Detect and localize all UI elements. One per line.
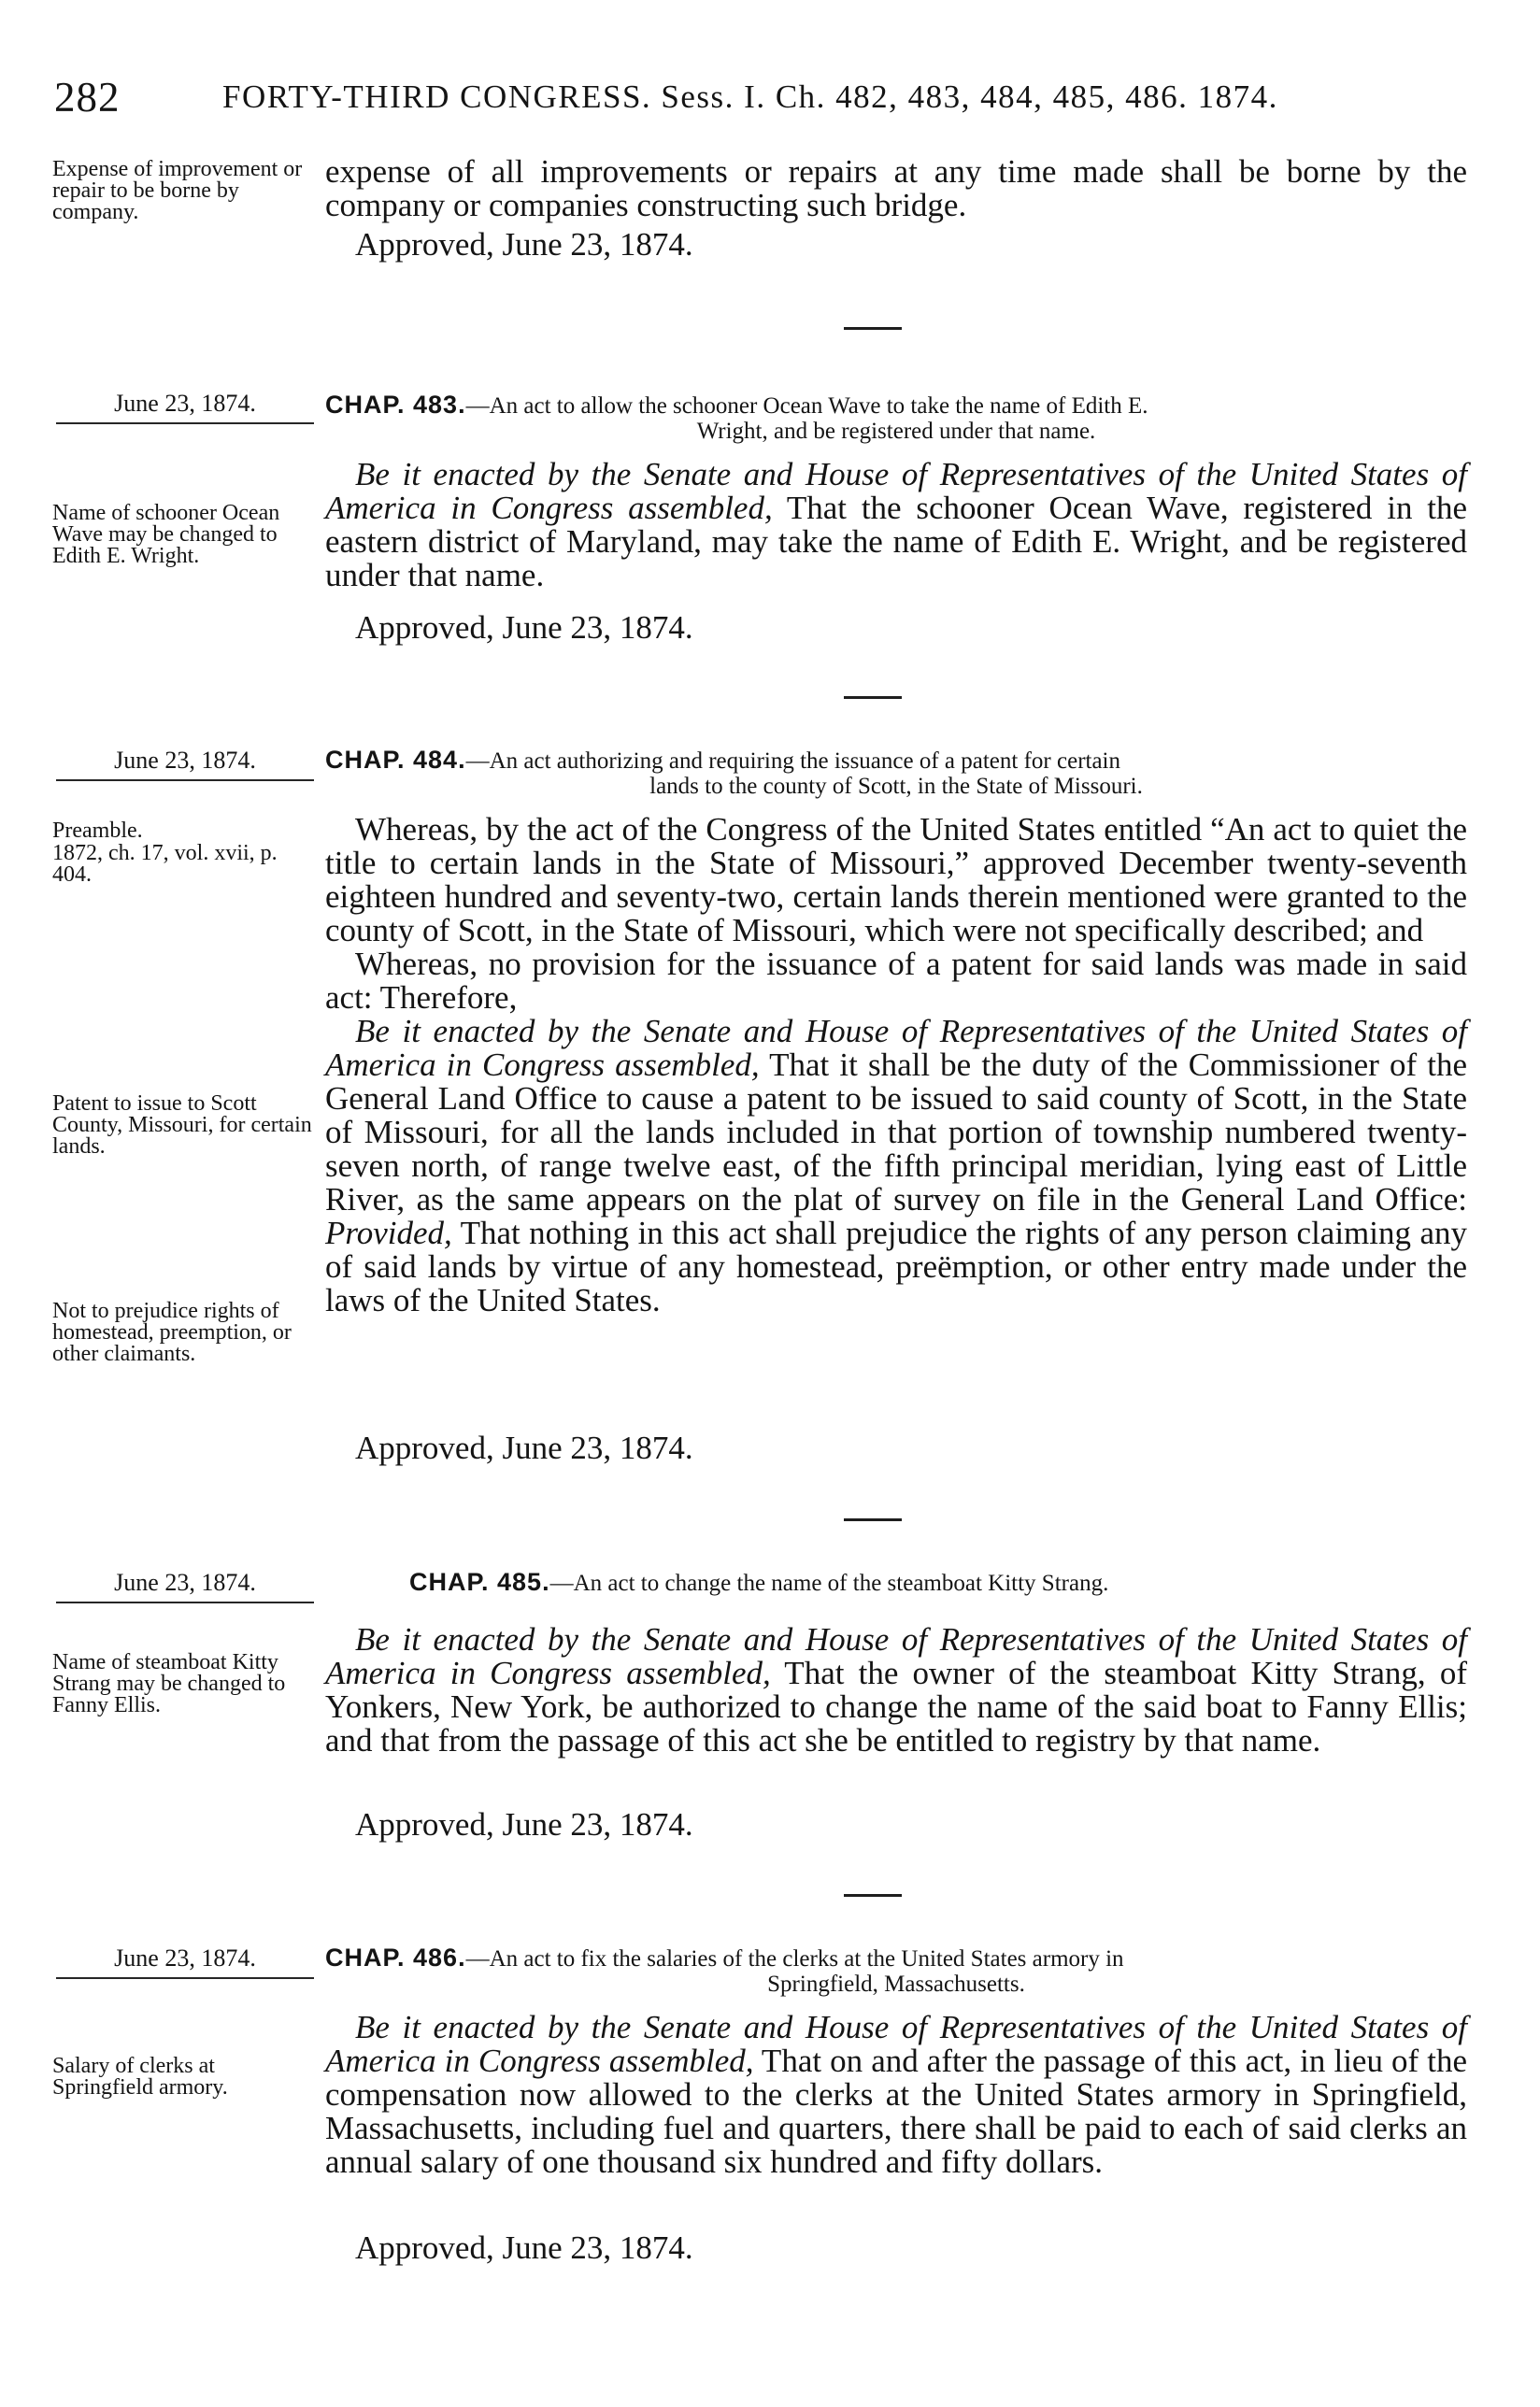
chapter-label-484: CHAP. 484. [325,746,466,774]
margin-note-citation: 1872, ch. 17, vol. xvii, p. 404. [52,841,278,887]
body-484-part1: That it shall be the duty of the Commissioner of the General Land Office to cause a patent to be issued to said county of Scott, in the State of Missouri, for all the lands included in that portion of township numbered twenty-seven north, of range twelve east, of the fifth principal meridian, lying east of Little River, as the same appears on the plat of survey on file in the General Land Office: [325,1047,1468,1218]
chapter-title-486-line2: Springfield, Massachusetts. [767,1972,1025,1997]
chapter-title-485-line1: —An act to change the name of the steamboat Kitty Strang. [549,1571,1109,1596]
provided-word: Provided, [325,1215,452,1251]
chapter-heading-484 [325,748,1467,799]
date-483: June 23, 1874. [56,391,314,424]
chapter-title-484-line1: —An act authorizing and requiring the issuance of a patent for certain [465,748,1121,774]
date-486: June 23, 1874. [56,1945,314,1979]
chapter-heading-485 [409,1570,1540,1596]
section-divider [844,327,902,330]
approved-line-482: Approved, June 23, 1874. [355,226,693,263]
body-485: That the owner of the steamboat Kitty Strang, of Yonkers, New York, be authorized to change the name of the said boat to Fanny Ellis; and that from the passage of this act she be entitled to registry by that name. [325,1655,1467,1759]
chapter-heading-483 [325,392,1467,444]
section-divider [844,1894,902,1897]
enacting-clause-484: Be it enacted by the Senate and House of Representatives of the United States of America in Congress assembled, [325,1013,1467,1083]
chapter-body-485 [325,1623,1467,1758]
body-484-part2: That nothing in this act shall prejudice the rights of any person claiming any of said lands by virtue of any homestead, preëmption, or other entry made under the laws of the United States. [325,1215,1467,1318]
chapter-title-483-line1: —An act to allow the schooner Ocean Wave to take the name of Edith E. [465,393,1148,419]
chapter-body-486 [325,2011,1467,2179]
page-number: 282 [54,74,121,121]
margin-note-485: Name of steamboat Kitty Strang may be changed to Fanny Ellis. [52,1650,286,1717]
margin-note-483: Name of schooner Ocean Wave may be changed to Edith E. Wright. [52,501,280,568]
chapter-label-483: CHAP. 483. [325,391,466,419]
chapter-title-484-line2: lands to the county of Scott, in the State of Missouri. [649,774,1143,799]
approved-line-485: Approved, June 23, 1874. [355,1806,693,1843]
section-divider [844,1518,902,1521]
chapter-body-483 [325,458,1467,592]
margin-note-preamble: Preamble. [52,819,143,843]
prior-chapter-paragraph: expense of all improvements or repairs at any time made shall be borne by the company or companies constructing such bridge. [325,153,1467,223]
margin-note-prejudice: Not to prejudice rights of homestead, preemption, or other claimants. [52,1299,292,1366]
date-484: June 23, 1874. [56,748,314,781]
approved-line-484: Approved, June 23, 1874. [355,1430,693,1466]
chapter-body-484 [325,813,1467,1317]
margin-note-patent: Patent to issue to Scott County, Missouri, for certain lands. [52,1091,312,1159]
body-483: That the schooner Ocean Wave, registered in the eastern district of Maryland, may take the name of Edith E. Wright, and be registered under that name. [325,490,1468,593]
section-divider [844,696,902,699]
enacting-clause-485: Be it enacted by the Senate and House of Representatives of the United States of America in Congress assembled, [325,1621,1467,1691]
margin-note-expense: Expense of improvement or repair to be borne by company. [52,157,303,224]
chapter-label-486: CHAP. 486. [325,1944,466,1972]
margin-note-486: Salary of clerks at Springfield armory. [52,2054,228,2100]
whereas-clause-2: Whereas, no provision for the issuance of a patent for said lands was made in said act: Therefore, [325,946,1467,1016]
running-title: FORTY-THIRD CONGRESS. Sess. I. Ch. 482, 483, 484, 485, 486. 1874. [222,78,1278,115]
chapter-title-486-line1: —An act to fix the salaries of the clerks at the United States armory in [465,1946,1124,1972]
chapter-label-485: CHAP. 485. [409,1568,550,1596]
enacting-clause-486: Be it enacted by the Senate and House of Representatives of the United States of America in Congress assembled, [325,2009,1467,2079]
body-486: That on and after the passage of this act, in lieu of the compensation now allowed to the clerks at the United States armory in Springfield, Massachusetts, including fuel and quarters, there shall be paid to each of said clerks an annual salary of one thousand six hundred and fifty dollars. [325,2043,1468,2180]
prior-chapter-text [325,155,1467,222]
chapter-title-483-line2: Wright, and be registered under that name. [696,419,1096,444]
date-485: June 23, 1874. [56,1570,314,1603]
chapter-heading-486 [325,1945,1467,1997]
running-head [54,73,1465,129]
enacting-clause-483: Be it enacted by the Senate and House of Representatives of the United States of America in Congress assembled, [325,456,1467,526]
approved-line-483: Approved, June 23, 1874. [355,609,693,646]
approved-line-486: Approved, June 23, 1874. [355,2229,693,2266]
whereas-clause-1: Whereas, by the act of the Congress of the United States entitled “An act to quiet the title to certain lands in the State of Missouri,” approved December twenty-seventh eighteen hundred and seventy-two, certain lands therein mentioned were granted to the county of Scott, in the State of Missouri, which were not specifically described; and [325,811,1467,948]
